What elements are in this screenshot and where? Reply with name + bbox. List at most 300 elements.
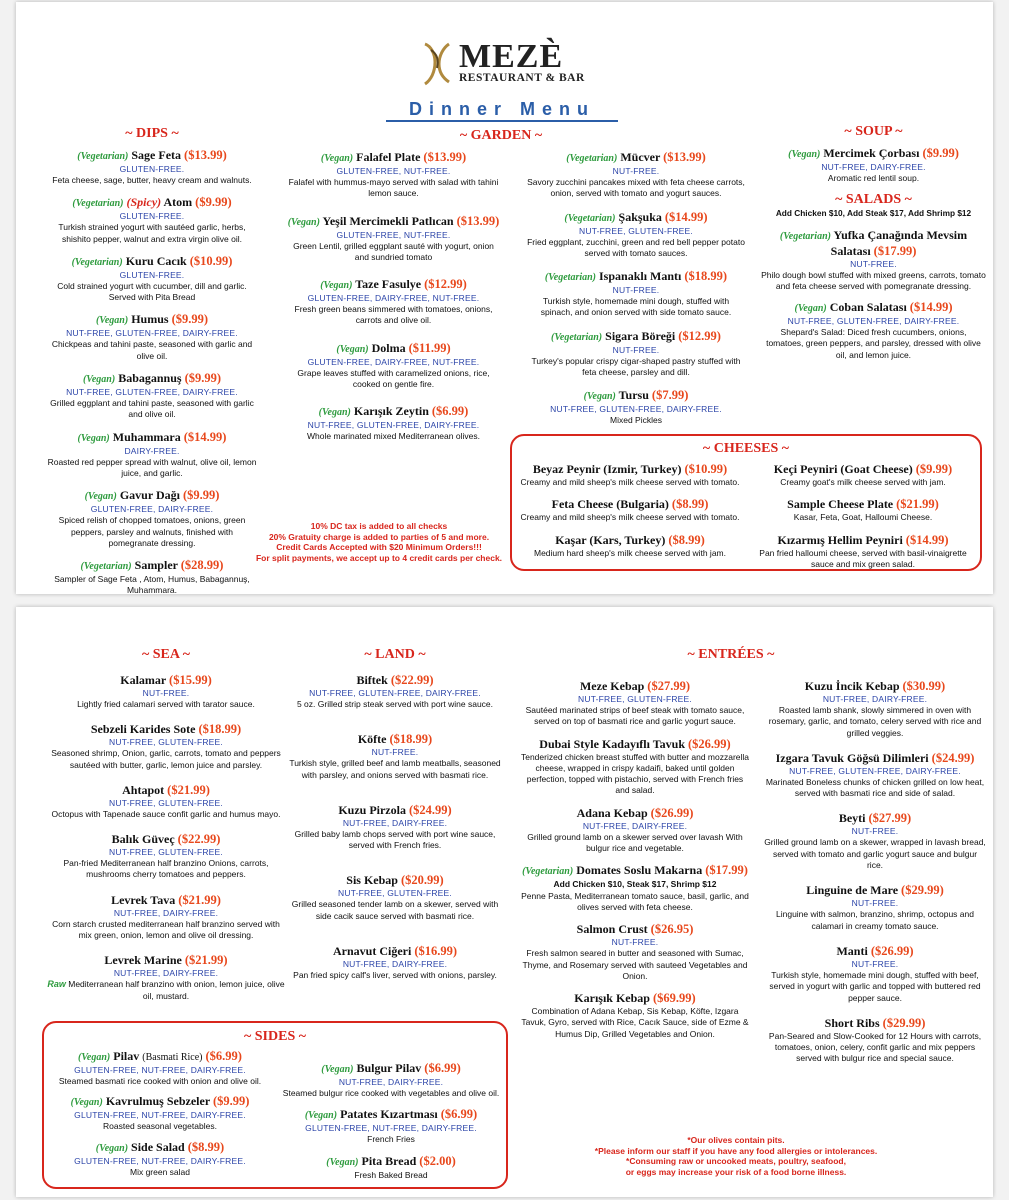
item-name: Sampler	[134, 558, 178, 573]
item-description-text: Fried eggplant, zucchini, green and red bell pepper potato served with tomato sauces.	[527, 236, 745, 258]
diet-tag: (Vegan)	[95, 315, 129, 327]
item-title	[50, 1094, 270, 1110]
item-name: Karışık Zeytin	[353, 404, 429, 419]
item-name: Taze Fasulye	[355, 277, 422, 292]
diet-info: NUT-FREE, DAIRY-FREE.	[582, 820, 688, 831]
brand-name: MEZÈ	[459, 38, 564, 75]
sea-section	[46, 647, 286, 1014]
item-price: ($9.99)	[922, 146, 959, 160]
item-name: Beyti	[838, 811, 866, 826]
item-description-text: Corn starch crusted mediterranean half branzino served with mix green, onion, lemon and olive oil dressing.	[52, 918, 280, 941]
item-description	[520, 948, 750, 982]
item-name: Pilav	[113, 1049, 140, 1063]
item-description-text: Pan-Seared and Slow-Cooked for 12 Hours with carrots, tomatoes, onion, celery, confit garlic and mix peppers served with bulgur rice and special sauce.	[768, 1030, 982, 1064]
menu-item	[764, 944, 986, 1004]
diet-info: NUT-FREE, DAIRY-FREE.	[342, 959, 448, 970]
menu-item	[764, 883, 986, 932]
item-name: Levrek Tava	[111, 892, 176, 907]
item-name: Balık Güveç	[111, 832, 175, 847]
item-description	[50, 1121, 270, 1132]
menu-item	[526, 269, 746, 319]
item-description	[46, 919, 286, 942]
section-heading: ~ ENTRÉES ~	[687, 647, 775, 662]
item-name: Pita Bread	[361, 1153, 417, 1168]
item-name: Mercimek Çorbası	[823, 146, 920, 160]
item-title	[46, 832, 286, 847]
item-description-text: Pan fried spicy calf's liver, served with onions, parsley.	[293, 970, 497, 981]
item-description-text: Green Lentil, grilled eggplant sauté with yogurt, onion and sundried tomato	[293, 240, 494, 262]
diet-info: NUT-FREE, GLUTEN-FREE.	[578, 694, 692, 704]
item-title	[764, 751, 986, 766]
raw-tag: Raw	[47, 979, 66, 990]
diet-info: NUT-FREE, GLUTEN-FREE, DAIRY-FREE.	[66, 328, 238, 339]
item-name: Dolma	[371, 340, 406, 355]
item-title	[46, 254, 258, 270]
item-description	[526, 296, 746, 319]
item-title	[46, 558, 258, 574]
item-description	[284, 829, 506, 852]
item-description-text: Philo dough bowl stuffed with mixed greens, carrots, tomato and feta cheese served with pomegranate dressing.	[761, 269, 986, 291]
item-title	[520, 737, 750, 752]
menu-item	[286, 341, 501, 391]
diet-info: NUT-FREE.	[851, 898, 899, 909]
menu-item	[50, 1049, 270, 1087]
menu-item	[280, 1154, 502, 1181]
diet-info: NUT-FREE, GLUTEN-FREE.	[109, 797, 223, 808]
diet-tag: (Vegan)	[287, 216, 320, 228]
item-title	[520, 922, 750, 937]
item-name: Meze Kebap	[579, 679, 645, 693]
diet-tag: (Vegan)	[794, 303, 827, 315]
item-description	[520, 512, 740, 523]
menu-item	[526, 210, 746, 260]
item-description-text: Penne Pasta, Mediterranean tomato sauce, basil, garlic, and olives served with feta cheese.	[521, 890, 749, 912]
diet-tag: (Vegetarian)	[72, 198, 124, 210]
item-description	[520, 477, 740, 488]
item-description-text: Kasar, Feta, Goat, Halloumi Cheese.	[793, 512, 933, 523]
diet-tag: (Vegan)	[82, 374, 116, 386]
menu-item	[46, 558, 258, 597]
menu-item	[46, 148, 258, 186]
item-price: ($21.99)	[167, 782, 210, 797]
tax-notes	[244, 521, 514, 563]
item-description-text: Cold strained yogurt with cucumber, dill and garlic. Served with Pita Bread	[57, 280, 247, 303]
note-line: *Consuming raw or uncooked meats, poultry, seafood,	[626, 1156, 846, 1166]
item-price: ($69.99)	[652, 991, 696, 1006]
item-description	[764, 970, 986, 1004]
item-price: ($27.99)	[868, 811, 912, 826]
menu-item	[46, 430, 258, 480]
item-description-text: Mix green salad	[129, 1166, 190, 1177]
item-price: ($24.99)	[408, 802, 452, 817]
item-price: ($13.99)	[456, 213, 500, 228]
menu-item	[526, 388, 746, 426]
item-name: Babagannuş	[118, 371, 182, 386]
menu-title: Dinner Menu	[386, 98, 618, 122]
item-title	[520, 991, 750, 1006]
note-line: or eggs may increase your risk of a food borne illness.	[625, 1166, 847, 1177]
item-description-text: Grilled eggplant and tahini paste, seasoned with garlic and olive oil.	[50, 398, 254, 420]
item-price: ($2.00)	[419, 1153, 456, 1168]
menu-item	[761, 228, 986, 293]
item-price: ($9.99)	[182, 488, 220, 503]
item-name: Kaşar (Kars, Turkey)	[555, 532, 666, 547]
menu-item	[286, 404, 501, 442]
item-description	[520, 832, 750, 855]
item-description	[280, 1134, 502, 1145]
item-description	[520, 548, 740, 559]
menu-item	[764, 751, 986, 800]
diet-info: NUT-FREE.	[850, 258, 897, 269]
item-name: Humus	[131, 312, 169, 327]
item-price: ($28.99)	[180, 558, 224, 573]
item-description	[764, 1031, 986, 1065]
menu-item	[46, 254, 258, 304]
menu-item	[280, 1107, 502, 1145]
item-price: ($8.99)	[671, 497, 709, 512]
diet-tag: (Vegan)	[320, 153, 354, 164]
item-description-text: Spiced relish of chopped tomatoes, onions, green peppers, parsley and walnuts, finished with pomegranate dressing.	[58, 515, 246, 548]
soup-salads-section	[761, 124, 986, 369]
item-description-text: Grilled ground lamb on a skewer, wrapped in lavash bread, served with tomato and garlic yogurt sauce and bulgur rice.	[764, 837, 986, 871]
diet-info: GLUTEN-FREE.	[119, 211, 185, 222]
item-title	[284, 673, 506, 688]
item-description	[764, 777, 986, 800]
item-description-text: Medium hard sheep's milk cheese served with jam.	[533, 547, 726, 558]
menu-item	[520, 679, 750, 728]
menu-item	[46, 783, 286, 820]
item-name: Domates Soslu Makarna	[576, 863, 703, 878]
brand-subtitle: RESTAURANT & BAR	[459, 72, 585, 84]
section-heading: ~ LAND ~	[364, 647, 426, 662]
item-price: ($6.99)	[205, 1049, 242, 1063]
item-price: ($10.99)	[189, 253, 233, 268]
cheese-list	[520, 462, 740, 568]
item-description-text: Pan-fried Mediterranean half branzino Onions, carrots, mushrooms cherry tomatoes and peppers.	[63, 858, 269, 880]
item-name: Köfte	[357, 732, 387, 747]
diet-info: NUT-FREE, GLUTEN-FREE, DAIRY-FREE.	[789, 765, 961, 776]
item-title	[764, 1016, 986, 1031]
item-price: ($26.99)	[650, 805, 694, 820]
item-description-text: Roasted seasonal vegetables.	[103, 1121, 217, 1132]
menu-item	[284, 803, 506, 852]
dips-section	[46, 126, 258, 606]
menu-item	[526, 150, 746, 200]
diet-info: NUT-FREE, GLUTEN-FREE, DAIRY-FREE.	[787, 316, 960, 327]
menu-page-1	[16, 2, 993, 594]
item-name: Mücver	[620, 150, 661, 164]
menu-item	[46, 832, 286, 881]
entrees-list	[520, 679, 750, 1049]
item-description-text: Grilled baby lamb chops served with port wine sauce, served with French fries.	[294, 828, 496, 851]
item-description-text: Roasted lamb shank, slowly simmered in oven with rosemary, garlic, and tomato, celery served with rice and grilled veggies.	[768, 705, 982, 738]
item-name: Side Salad	[131, 1139, 185, 1154]
note-line: 10% DC tax is added to all checks	[310, 521, 448, 531]
item-price: ($9.99)	[171, 312, 209, 327]
item-title	[764, 883, 986, 898]
item-description-text: 5 oz. Grilled strip steak served with port wine sauce.	[296, 699, 494, 709]
item-title	[284, 873, 506, 888]
section-heading: ~ CHEESES ~	[702, 441, 790, 456]
item-title	[526, 210, 746, 226]
item-description	[284, 899, 506, 922]
item-description	[764, 909, 986, 932]
item-description-text: Turkish strained yogurt with sautéed garlic, herbs, shishito pepper, walnut and extra virgin olive oil.	[58, 222, 246, 244]
item-price: ($27.99)	[647, 679, 690, 693]
menu-item	[764, 679, 986, 739]
item-description-text: Fresh salmon seared in butter and seasoned with Sumac, Thyme, and Rosemary served with sauteed Vegetables and Onion.	[522, 948, 748, 981]
item-name: Kavrulmuş Sebzeler	[105, 1094, 210, 1109]
diet-info: NUT-FREE.	[612, 166, 660, 176]
item-price: ($9.99)	[184, 371, 222, 386]
item-price: ($26.99)	[688, 736, 731, 751]
item-price: ($14.99)	[909, 300, 953, 315]
diet-tag: (Vegan)	[320, 280, 353, 292]
menu-item	[46, 195, 258, 245]
menu-item	[46, 312, 258, 362]
item-description-text: Marinated Boneless chunks of chicken grilled on low heat, served with basmati rice and side of salad.	[765, 776, 985, 799]
item-name: Şakşuka	[618, 209, 662, 224]
diet-info: GLUTEN-FREE, NUT-FREE, DAIRY-FREE.	[74, 1110, 246, 1121]
item-title	[280, 1107, 502, 1123]
diet-info: NUT-FREE, GLUTEN-FREE.	[579, 225, 693, 236]
item-price: ($18.99)	[198, 722, 242, 737]
item-description-text: Whole marinated mixed Mediterranean olives.	[307, 431, 480, 442]
diet-info: NUT-FREE, GLUTEN-FREE.	[109, 737, 223, 748]
menu-item	[520, 991, 750, 1040]
menu-item	[748, 533, 978, 571]
diet-tag: (Vegan)	[95, 1142, 129, 1154]
garden-list	[526, 150, 746, 427]
item-price: ($12.99)	[678, 328, 721, 343]
item-price: ($18.99)	[684, 269, 728, 284]
soup-list	[761, 146, 986, 184]
item-title	[46, 783, 286, 798]
menu-item	[284, 732, 506, 781]
item-title	[520, 863, 750, 879]
item-description-text: Mixed Pickles	[610, 415, 662, 426]
item-price: ($26.95)	[650, 922, 694, 937]
item-description	[748, 548, 978, 571]
item-description	[764, 705, 986, 739]
item-title	[50, 1140, 270, 1156]
menu-item	[761, 146, 986, 184]
item-name: Yeşil Mercimekli Patlıcan	[322, 213, 454, 228]
item-name: Feta Cheese (Bulgaria)	[551, 497, 669, 512]
item-description	[46, 748, 286, 771]
menu-page-2	[16, 607, 993, 1197]
sides-list	[280, 1061, 502, 1189]
item-name: Muhammara	[112, 429, 181, 444]
cheese-list	[748, 462, 978, 579]
item-description-text: Octopus with Tapenade sauce confit garlic and humus mayo.	[51, 808, 281, 819]
item-name: Patates Kızartması	[340, 1107, 438, 1122]
item-price: ($13.99)	[423, 150, 467, 164]
item-title	[46, 488, 258, 504]
menu-item	[280, 1061, 502, 1099]
menu-item	[284, 873, 506, 922]
item-description	[761, 173, 986, 184]
diet-tag: (Vegetarian)	[551, 331, 603, 343]
item-description-text: Lightly fried calamari served with tarator sauce.	[77, 699, 255, 709]
item-description-text: Shepard's Salad: Diced fresh cucumbers, onions, tomatoes, green peppers, and parsley, dressed with olive oil, and lemon juice.	[766, 327, 981, 360]
item-description-text: Aromatic red lentil soup.	[827, 173, 920, 183]
diet-info: NUT-FREE.	[611, 937, 659, 948]
menu-item	[764, 1016, 986, 1065]
item-description	[764, 837, 986, 871]
item-name: Coban Salatası	[829, 300, 907, 315]
item-description	[284, 970, 506, 981]
diet-tag: (Vegan)	[583, 391, 616, 403]
menu-item	[520, 806, 750, 855]
diet-info: DAIRY-FREE.	[124, 445, 180, 456]
item-addons: Add Chicken $10, Steak $17, Shrimp $12	[553, 879, 717, 890]
item-price: ($21.99)	[896, 497, 939, 512]
menu-item	[748, 462, 978, 488]
diet-info: NUT-FREE, DAIRY-FREE.	[113, 907, 219, 918]
allergy-notes	[586, 1135, 886, 1177]
item-title	[46, 371, 258, 387]
menu-item	[520, 533, 740, 559]
section-heading: ~ SOUP ~	[844, 124, 903, 139]
item-description	[46, 281, 258, 304]
menu-item	[46, 893, 286, 942]
item-name: Izgara Tavuk Göğsü Dilimleri	[775, 750, 929, 765]
item-price: ($17.99)	[873, 243, 917, 258]
garden-col-1	[286, 150, 501, 457]
section-heading: ~ SIDES ~	[243, 1029, 307, 1044]
diet-info: GLUTEN-FREE, DAIRY-FREE, NUT-FREE.	[307, 293, 480, 304]
diet-info: GLUTEN-FREE, NUT-FREE, DAIRY-FREE.	[74, 1065, 246, 1075]
diet-info: GLUTEN-FREE, NUT-FREE, DAIRY-FREE.	[305, 1123, 477, 1134]
item-title	[520, 806, 750, 821]
item-title	[748, 533, 978, 548]
item-name: Sample Cheese Plate	[787, 497, 894, 512]
item-description	[748, 512, 978, 523]
item-description-text: Creamy goat's milk cheese served with jam.	[780, 477, 946, 487]
item-description-text: Falafel with hummus-mayo served with salad with tahini lemon sauce.	[288, 177, 499, 199]
item-title	[50, 1049, 270, 1065]
item-title	[286, 341, 501, 357]
item-description-text: Sampler of Sage Feta , Atom, Humus, Babagannuş, Muhammara.	[54, 574, 250, 596]
garden-list	[286, 150, 501, 443]
section-heading: ~ GARDEN ~	[459, 128, 543, 143]
item-name: Keçi Peyniri (Goat Cheese)	[773, 462, 913, 476]
diet-tag: (Vegetarian)	[80, 561, 132, 573]
diet-info: NUT-FREE, DAIRY-FREE.	[338, 1077, 444, 1087]
item-price: ($30.99)	[902, 679, 946, 693]
menu-item	[286, 214, 501, 264]
salads-list	[761, 228, 986, 361]
diet-info: GLUTEN-FREE.	[119, 164, 185, 174]
item-description-text: Savory zucchini pancakes mixed with feta cheese carrots, onion, served with tomato and yogurt sauces.	[527, 177, 745, 199]
section-heading: ~ SALADS ~	[835, 192, 912, 208]
item-name: Ahtapot	[122, 782, 165, 797]
section-heading: ~ SEA ~	[141, 647, 191, 662]
item-description-text: Turkish style, homemade mini dough, stuffed with spinach, and onion served with side tomato sauce.	[540, 296, 732, 318]
item-title	[46, 722, 286, 737]
item-description-text: Chickpeas and tahini paste, seasoned with garlic and olive oil.	[51, 339, 253, 361]
dips-list	[46, 148, 258, 597]
diet-tag: (Vegan)	[318, 407, 351, 419]
item-description-text: Seasoned shrimp, Onion, garlic, carrots, tomato and peppers sautéed with butter, garlic, lemon juice and parsley.	[51, 748, 281, 770]
diet-info: NUT-FREE.	[612, 344, 660, 355]
item-description	[46, 222, 258, 245]
item-description	[286, 304, 501, 327]
item-name: Sage Feta	[131, 148, 182, 162]
diet-tag: (Vegan)	[84, 491, 117, 503]
item-description-text: Roasted red pepper spread with walnut, olive oil, lemon juice, and garlic.	[47, 456, 257, 478]
item-description-text: Creamy and mild sheep's milk cheese served with tomato.	[520, 512, 740, 523]
note-line: *Please inform our staff if you have any food allergies or intolerances.	[594, 1145, 878, 1156]
menu-item	[46, 953, 286, 1002]
item-price: ($6.99)	[440, 1107, 478, 1122]
diet-tag: (Vegan)	[77, 432, 110, 444]
item-title	[46, 673, 286, 688]
item-name-note: (Basmati Rice)	[142, 1052, 203, 1063]
item-name: Kuzu İncik Kebap	[804, 679, 900, 693]
diet-info: NUT-FREE, DAIRY-FREE.	[821, 162, 926, 172]
item-price: ($29.99)	[882, 1015, 926, 1030]
diet-tag: (Vegetarian)	[564, 212, 616, 224]
menu-item	[286, 277, 501, 327]
item-title	[46, 312, 258, 328]
item-title	[526, 150, 746, 166]
menu-item	[284, 944, 506, 981]
item-description	[286, 241, 501, 264]
diet-info: GLUTEN-FREE, NUT-FREE.	[336, 229, 451, 240]
item-description-text: Turkey's popular crispy cigar-shaped pastry stuffed with feta cheese, parsley and dill.	[531, 355, 741, 378]
item-description-text: Steamed bulgur rice cooked with vegetables and olive oil.	[282, 1088, 500, 1098]
item-price: ($8.99)	[187, 1139, 225, 1154]
item-price: ($9.99)	[212, 1094, 250, 1109]
logo-emblem-icon	[421, 40, 453, 86]
item-price: ($10.99)	[684, 462, 728, 476]
diet-info: NUT-FREE.	[371, 747, 419, 758]
item-title	[286, 404, 501, 420]
sides-box	[42, 1021, 508, 1189]
item-description	[46, 339, 258, 362]
diet-tag: (Vegetarian)	[77, 151, 129, 162]
item-name: Biftek	[356, 673, 388, 687]
diet-tag: (Vegan)	[78, 1052, 111, 1063]
item-description	[520, 1006, 750, 1040]
item-title	[284, 732, 506, 747]
menu-item	[284, 673, 506, 710]
item-name: Adana Kebap	[576, 805, 648, 820]
item-name: Arnavut Ciğeri	[332, 944, 412, 959]
item-price: ($6.99)	[424, 1061, 461, 1075]
item-description-text: Steamed basmati rice cooked with onion and olive oil.	[58, 1076, 262, 1086]
menu-item	[50, 1140, 270, 1178]
item-description	[526, 415, 746, 426]
menu-item	[520, 737, 750, 797]
diet-info: NUT-FREE.	[612, 285, 660, 296]
item-name: Sis Kebap	[346, 873, 398, 888]
item-name: Gavur Dağı	[119, 488, 180, 503]
item-name: Falafel Plate	[356, 150, 421, 164]
item-description	[280, 1088, 502, 1099]
land-section	[284, 647, 506, 1003]
item-price: ($14.99)	[905, 532, 949, 547]
item-description-text: Grilled seasoned tender lamb on a skewer, served with side cacik sauce served with basmati rice.	[291, 899, 499, 921]
item-description	[286, 431, 501, 442]
item-name: Levrek Marine	[104, 953, 182, 968]
item-price: ($14.99)	[183, 429, 227, 444]
item-title	[761, 300, 986, 316]
diet-tag: (Vegetarian)	[522, 866, 574, 878]
item-title	[46, 430, 258, 446]
